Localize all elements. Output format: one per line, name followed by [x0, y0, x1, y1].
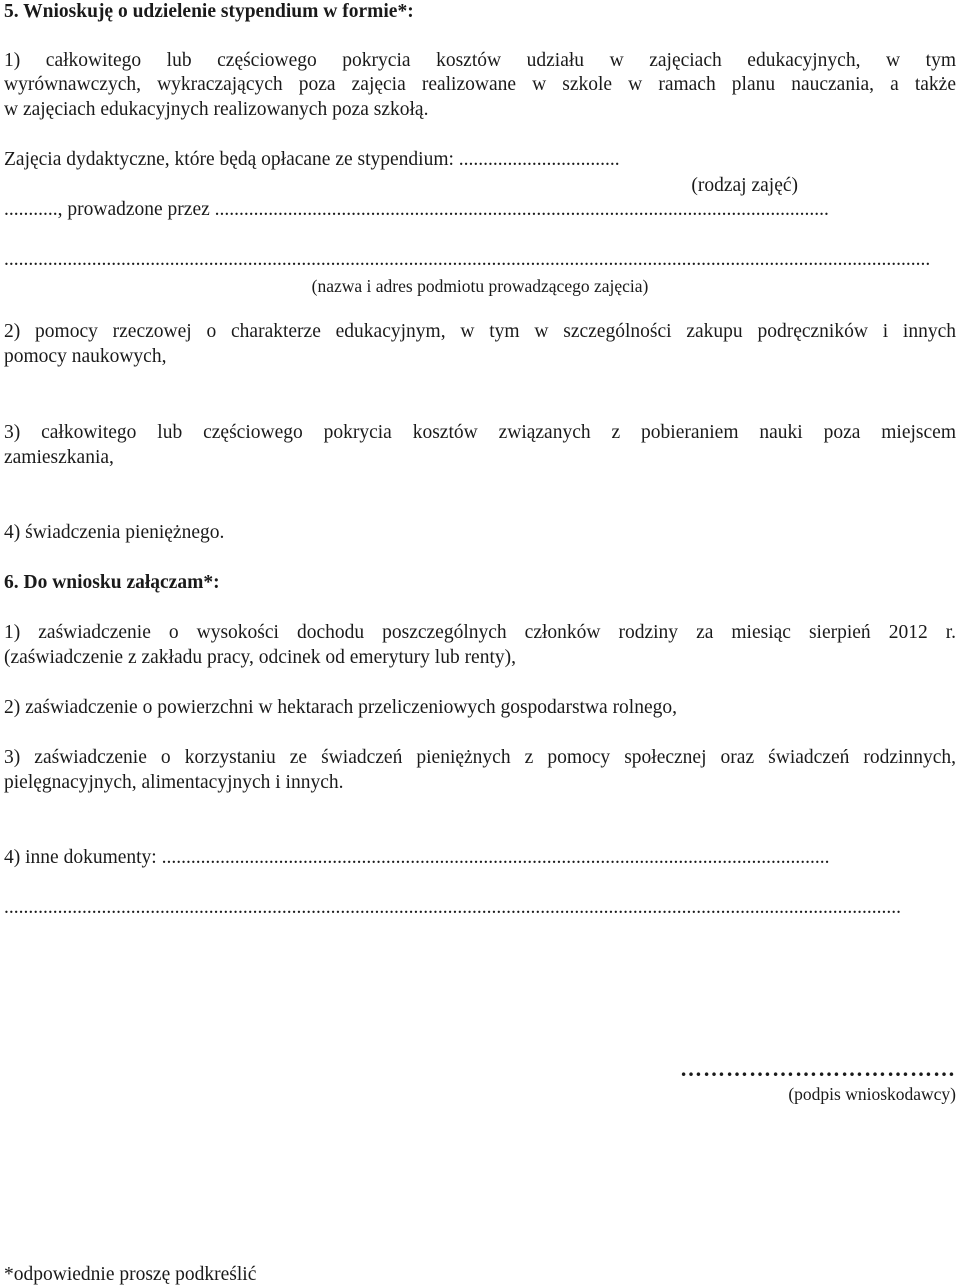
provider-line: ..........., prowadzone przez ..............................................................................................................................	[4, 199, 829, 220]
section6-item3-line2: pielęgnacyjnych, alimentacyjnych i innych.	[4, 772, 344, 793]
provider-caption: (nazwa i adres podmiotu prowadzącego zajęcia)	[311, 276, 649, 296]
section5-item1-line2: wyrównawczych, wykraczających poza zajęcia realizowane w szkole w ramach planu nauczania, a także	[4, 74, 956, 95]
section5-item1-line3: w zajęciach edukacyjnych realizowanych poza szkołą.	[4, 99, 429, 120]
section6-item3-line1: 3) zaświadczenie o korzystaniu ze świadczeń pieniężnych z pomocy społecznej oraz świadczeń rodzinnych,	[4, 747, 956, 768]
signature-caption: (podpis wnioskodawcy)	[788, 1084, 956, 1104]
section5-item2-line1: 2) pomocy rzeczowej o charakterze edukacyjnym, w tym w szczególności zakupu podręczników i innych	[4, 321, 956, 342]
classes-line: Zajęcia dydaktyczne, które będą opłacane ze stypendium: .................................	[4, 149, 620, 170]
section5-heading: 5. Wnioskuję o udzielenie stypendium w formie*:	[4, 1, 414, 22]
section6-item4-line2: ........................................................................................................................................................................................	[4, 897, 901, 918]
section6-item2: 2) zaświadczenie o powierzchni w hektarach przeliczeniowych gospodarstwa rolnego,	[4, 697, 678, 718]
section5-item2-line2: pomocy naukowych,	[4, 346, 167, 367]
footnote: *odpowiednie proszę podkreślić	[4, 1264, 257, 1285]
section5-item4: 4) świadczenia pieniężnego.	[4, 522, 225, 543]
section5-item3-line1: 3) całkowitego lub częściowego pokrycia kosztów związanych z pobieraniem nauki poza miejscem	[4, 422, 956, 443]
section5-item3-line2: zamieszkania,	[4, 447, 114, 468]
classes-caption: (rodzaj zajęć)	[691, 175, 798, 196]
section6-heading: 6. Do wniosku załączam*:	[4, 572, 220, 593]
provider-line-2: ..............................................................................................................................................................................................	[4, 249, 931, 270]
section6-item1-line2: (zaświadczenie z zakładu pracy, odcinek od emerytury lub renty),	[4, 647, 516, 668]
section6-item1-line1: 1) zaświadczenie o wysokości dochodu poszczególnych członków rodziny za miesiąc sierpień 2012 r.	[4, 622, 956, 643]
signature-line: ………………………………	[680, 1056, 956, 1081]
section5-item1-line1: 1) całkowitego lub częściowego pokrycia kosztów udziału w zajęciach edukacyjnych, w tym	[4, 50, 956, 71]
section6-item4: 4) inne dokumenty: .........................................................................................................................................	[4, 847, 830, 868]
